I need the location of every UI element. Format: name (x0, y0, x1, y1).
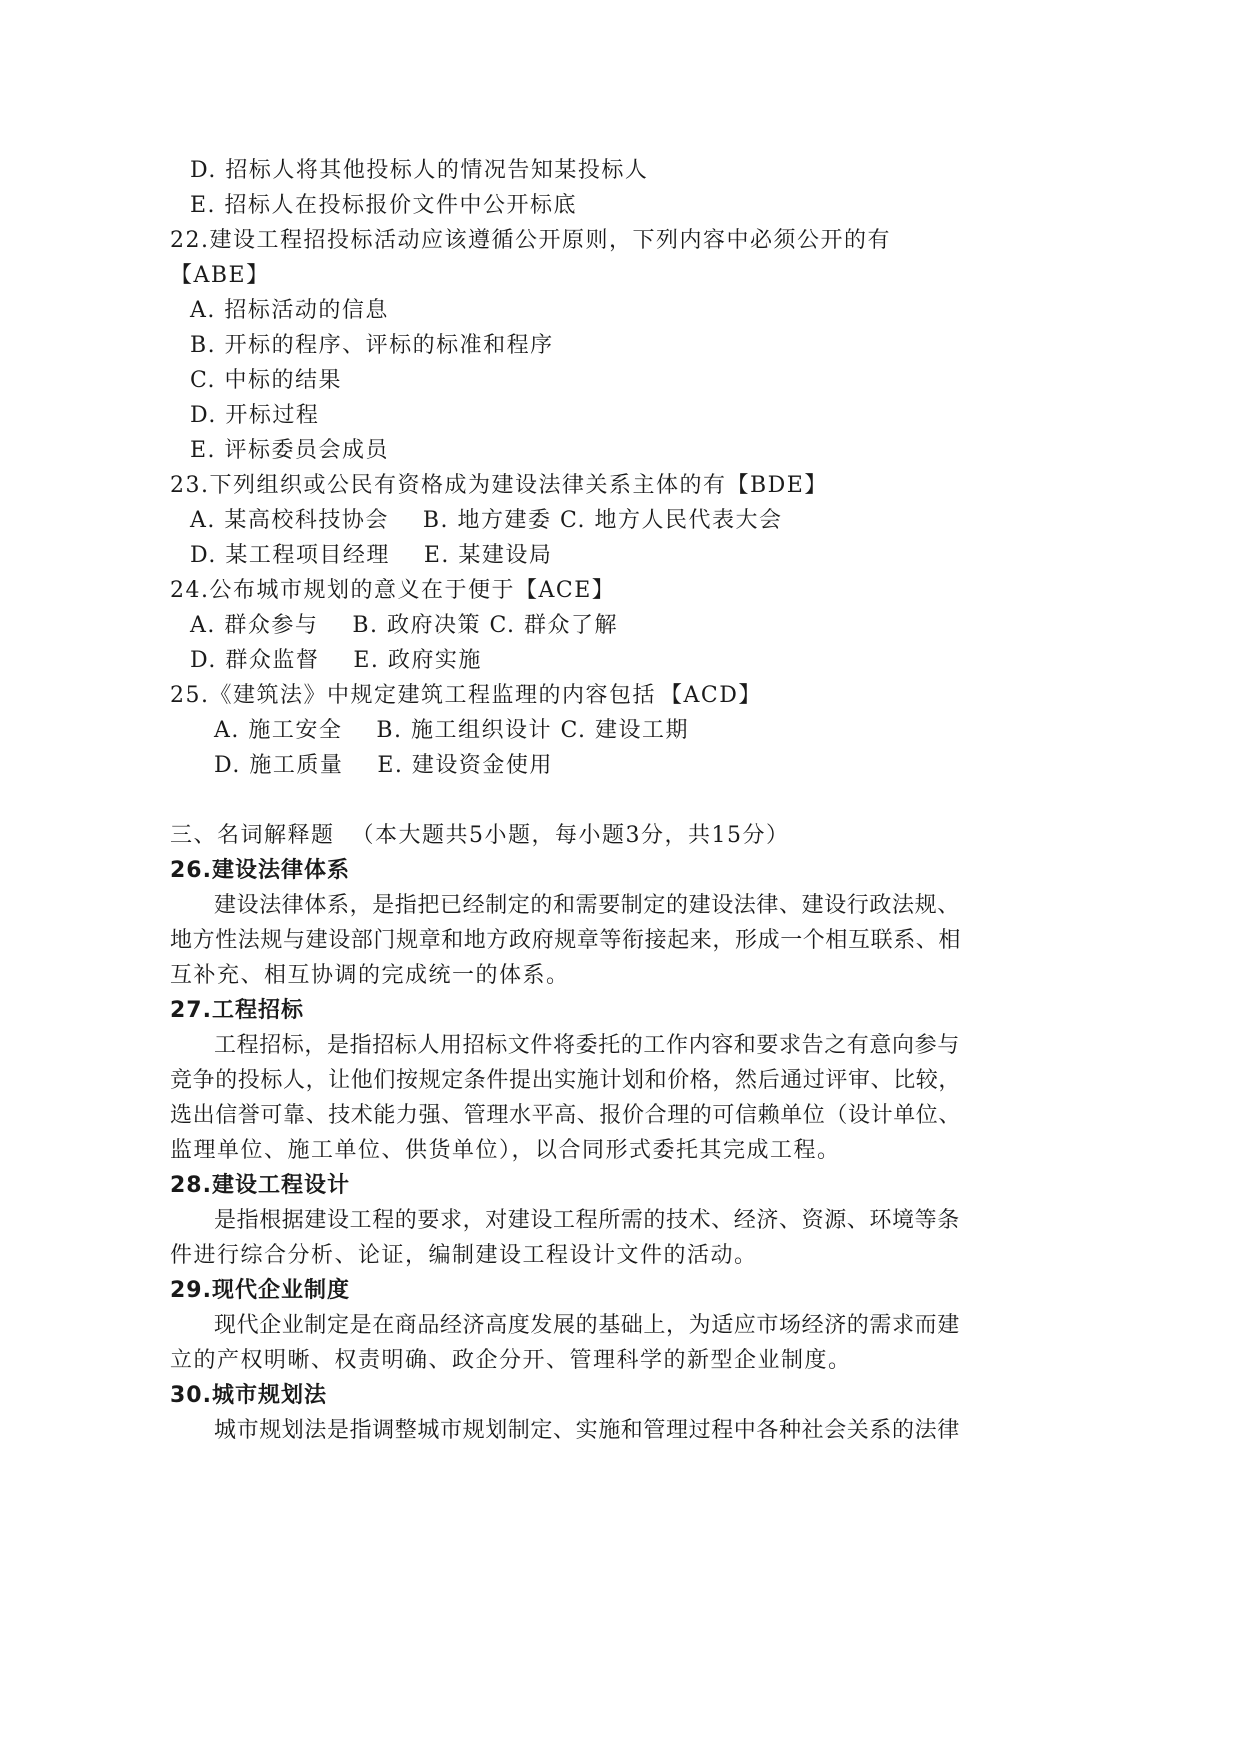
q29-title: 29.现代企业制度 (170, 1278, 350, 1303)
q25-answer: 【ACD】 (660, 683, 762, 708)
q26-line-3: 互补充、相互协调的完成统一的体系。 (170, 963, 570, 988)
q28-line-1: 是指根据建设工程的要求，对建设工程所需的技术、经济、资源、环境等条 (214, 1208, 960, 1233)
q25-options-line1: A. 施工安全 B. 施工组织设计 C. 建设工期 (214, 718, 690, 743)
q23-stem: 23.下列组织或公民有资格成为建设法律关系主体的有【BDE】 (170, 473, 828, 498)
q22-option-b: B. 开标的程序、评标的标准和程序 (190, 333, 554, 358)
q26-line-1: 建设法律体系，是指把已经制定的和需要制定的建设法律、建设行政法规、 (214, 893, 960, 918)
q30-title: 30.城市规划法 (170, 1383, 327, 1408)
q26-title: 26.建设法律体系 (170, 858, 350, 883)
q23-options-line1: A. 某高校科技协会 B. 地方建委 C. 地方人民代表大会 (190, 508, 783, 533)
q27-line-1: 工程招标，是指招标人用招标文件将委托的工作内容和要求告之有意向参与 (214, 1033, 960, 1058)
q22-option-e: E. 评标委员会成员 (190, 438, 390, 463)
q22-option-a: A. 招标活动的信息 (190, 298, 389, 323)
q24-options-line1: A. 群众参与 B. 政府决策 C. 群众了解 (190, 613, 619, 638)
q22-answer: 【ABE】 (170, 263, 270, 288)
q29-line-1: 现代企业制定是在商品经济高度发展的基础上，为适应市场经济的需求而建 (214, 1313, 960, 1338)
q22-option-c: C. 中标的结果 (190, 368, 343, 393)
q27-line-3: 选出信誉可靠、技术能力强、管理水平高、报价合理的可信赖单位（设计单位、 (170, 1103, 962, 1128)
q27-line-4: 监理单位、施工单位、供货单位），以合同形式委托其完成工程。 (170, 1138, 841, 1163)
q29-line-2: 立的产权明晰、权责明确、政企分开、管理科学的新型企业制度。 (170, 1348, 852, 1373)
q22-option-d: D. 开标过程 (190, 403, 320, 428)
q28-title: 28.建设工程设计 (170, 1173, 350, 1198)
q22-stem: 22.建设工程招投标活动应该遵循公开原则，下列内容中必须公开的有 (170, 228, 891, 253)
q25-options-line2: D. 施工质量 E. 建设资金使用 (214, 753, 553, 778)
q23-options-line2: D. 某工程项目经理 E. 某建设局 (190, 543, 553, 568)
q21-option-d: D. 招标人将其他投标人的情况告知某投标人 (190, 158, 649, 183)
q26-line-2: 地方性法规与建设部门规章和地方政府规章等衔接起来，形成一个相互联系、相 (170, 928, 962, 953)
q27-line-2: 竞争的投标人，让他们按规定条件提出实施计划和价格，然后通过评审、比较， (170, 1068, 962, 1093)
q28-line-2: 件进行综合分析、论证，编制建设工程设计文件的活动。 (170, 1243, 758, 1268)
q27-title: 27.工程招标 (170, 998, 304, 1023)
q30-line-1: 城市规划法是指调整城市规划制定、实施和管理过程中各种社会关系的法律 (214, 1418, 960, 1443)
q25-stem: 25.《建筑法》中规定建筑工程监理的内容包括 (170, 683, 656, 708)
q24-stem: 24.公布城市规划的意义在于便于【ACE】 (170, 578, 616, 603)
q21-option-e: E. 招标人在投标报价文件中公开标底 (190, 193, 578, 218)
q24-options-line2: D. 群众监督 E. 政府实施 (190, 648, 482, 673)
section-3-heading: 三、名词解释题 （本大题共5小题，每小题3分，共15分） (170, 823, 790, 848)
